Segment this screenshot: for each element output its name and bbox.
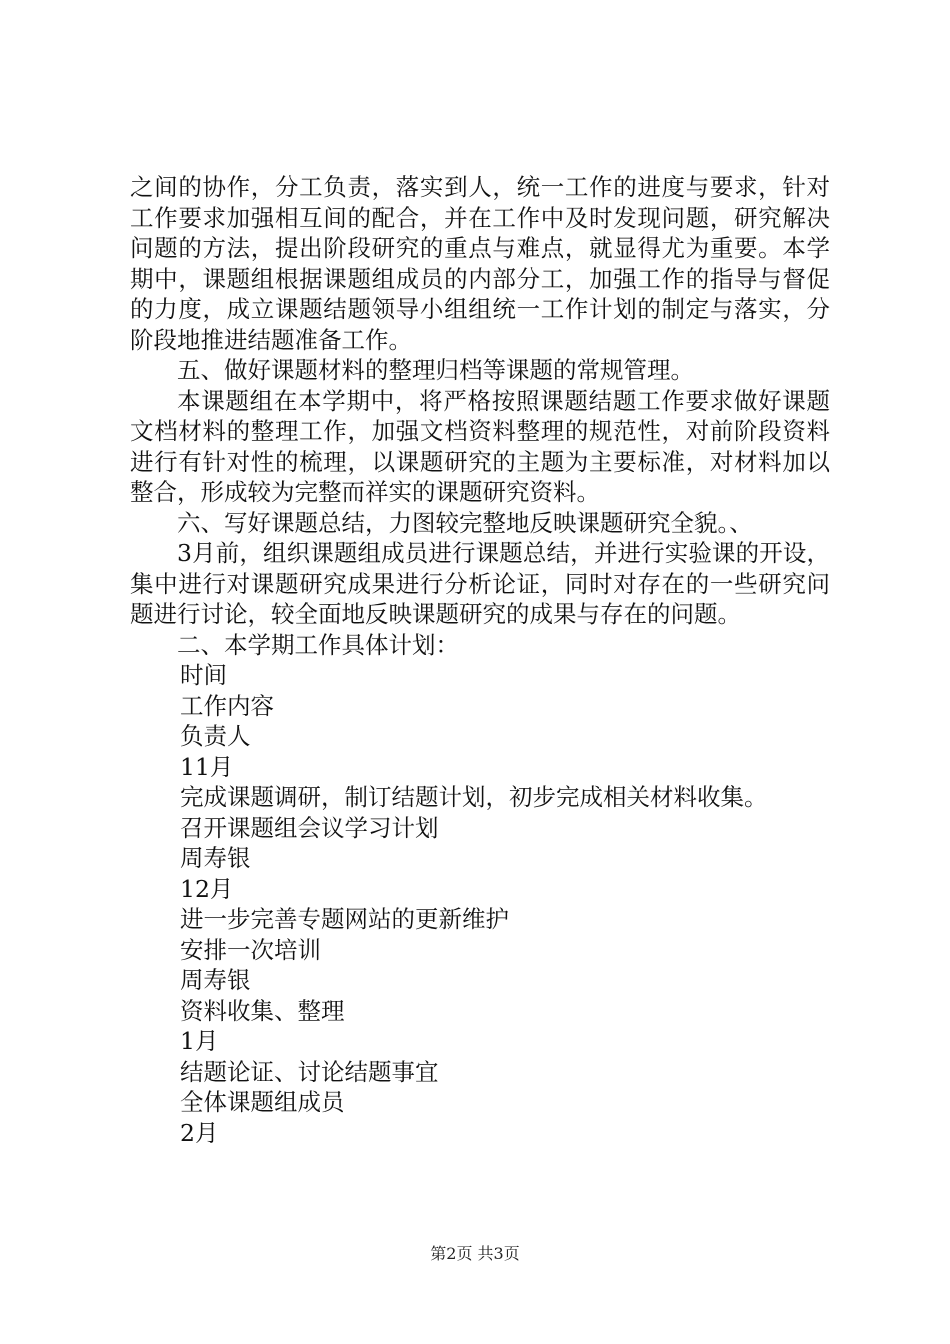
plan-item: 11月 [180,752,234,781]
paragraph-collaboration: 之间的协作，分工负责，落实到人，统一工作的进度与要求，针对工作要求加强相互间的配合，并在工作中及时发现问题，研究解决问题的方法，提出阶段研究的重点与难点，就显得尤为重要。本学期中，课题组根据课题组成员的内部分工，加强工作的指导与督促的力度，成立课题结题领导小组组统一工作计划的制定与落实，分阶段地推进结题准备工作。 [130,173,830,354]
plan-item: 召开课题组会议学习计划 [180,813,439,842]
paragraph-summary: 3月前，组织课题组成员进行课题总结，并进行实验课的开设，集中进行对课题研究成果进行分析论证，同时对存在的一些研究问题进行讨论，较全面地反映课题研究的成果与存在的问题。 [130,539,830,628]
plan-item: 完成课题调研，制订结题计划，初步完成相关材料收集。 [180,783,768,811]
heading-plan: 二、本学期工作具体计划： [177,630,459,659]
plan-item: 结题论证、讨论结题事宜 [180,1057,439,1086]
heading-section-six: 六、写好课题总结，力图较完整地反映课题研究全貌。、 [177,508,753,537]
plan-item: 12月 [180,874,234,903]
heading-section-five: 五、做好课题材料的整理归档等课题的常规管理。 [177,356,694,384]
document-body [130,172,830,1148]
plan-item: 周寿银 [180,966,251,994]
plan-item: 负责人 [180,722,251,750]
plan-item: 时间 [180,661,227,689]
plan-item: 2月 [180,1118,219,1147]
plan-item: 全体课题组成员 [180,1088,345,1116]
plan-item: 周寿银 [180,844,251,872]
plan-item: 进一步完善专题网站的更新维护 [180,905,509,933]
page-number-footer: 第2页 共3页 [430,1244,520,1263]
plan-item: 工作内容 [180,691,274,720]
plan-item: 资料收集、整理 [180,996,345,1025]
plan-list [130,660,830,1148]
paragraph-archiving: 本课题组在本学期中，将严格按照课题结题工作要求做好课题文档材料的整理工作，加强文档资料整理的规范性，对前阶段资料进行有针对性的梳理，以课题研究的主题为主要标准，对材料加以整合，形成较为完整而祥实的课题研究资料。 [130,386,830,506]
plan-item: 1月 [180,1027,219,1055]
plan-item: 安排一次培训 [180,935,321,964]
